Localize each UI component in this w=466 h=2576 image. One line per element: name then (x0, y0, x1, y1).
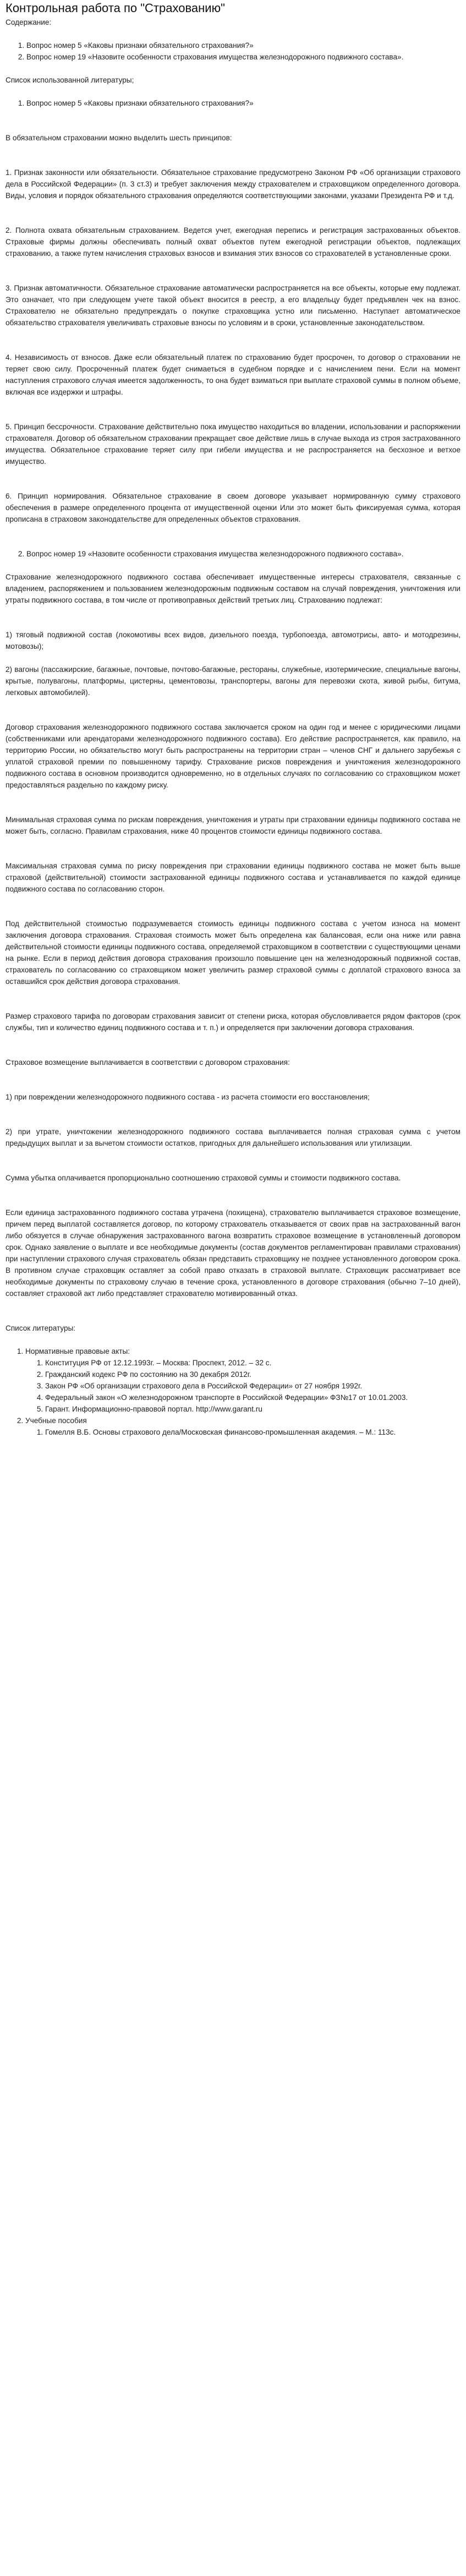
literature-item: 1. Конституция РФ от 12.12.1993г. – Москва: Проспект, 2012. – 32 с. (45, 1357, 460, 1369)
toc-item: 1. Вопрос номер 5 «Каковы признаки обязательного страхования?» (26, 40, 460, 51)
body-paragraph: 1) при повреждении железнодорожного подвижного состава - из расчета стоимости его восстановления; (6, 1093, 370, 1101)
toc-literature: Список использованной литературы; (6, 76, 134, 84)
literature-heading: Список литературы: (6, 1324, 76, 1332)
body-paragraph: Сумма убытка оплачивается пропорционально соотношению страховой суммы и стоимости подвижного состава. (6, 1174, 401, 1182)
question-2-heading-list (6, 548, 460, 560)
body-paragraph: Минимальная страховая сумма по рискам повреждения, уничтожения и утраты при страховании единицы подвижного состава не может быть, согласно. Правилам страхования, ниже 40 процентов стоимости единицы подвижного состава. (6, 816, 460, 835)
table-of-contents (6, 40, 460, 63)
literature-list (6, 1346, 460, 1438)
body-paragraph: Максимальная страховая сумма по риску повреждения при страховании единицы подвижного состава не может быть выше страховой (действительной) стоимости застрахованной единицы подвижного состава и устанавливается по каждой единице подвижного состава по согласованию сторон. (6, 862, 460, 893)
body-paragraph: Страховое возмещение выплачивается в соответствии с договором страхования: (6, 1058, 290, 1067)
question-2-intro: Страхование железнодорожного подвижного состава обеспечивает имущественные интересы страхователя, связанные с владением, распоряжением и пользованием железнодорожным подвижным составом на случай повреждения, уничтожения или утраты подвижного состава, в том числе от противоправных действий третьих лиц. Страхованию подлежат: (6, 573, 460, 604)
question-1-intro: В обязательном страховании можно выделить шесть принципов: (6, 134, 232, 142)
page-title: Контрольная работа по "Страхованию" (6, 1, 225, 15)
principle-paragraph: 6. Принцип нормирования. Обязательное страхование в своем договоре указывает нормированную сумму страхового обеспечения в размере определенного процента от имущественной оценки Или это может быть фиксируемая сумма, которая прописана в страховом законодательстве для определенных объектов страхования. (6, 492, 460, 523)
literature-group-label: Учебные пособия (25, 1416, 87, 1425)
body-paragraph: Если единица застрахованного подвижного состава утрачена (похищена), страхователю выплачивается страховое возмещение, причем перед выплатой составляется договор, по которому страхователь отказывается от своих прав на застрахованный вагон либо обязуется в случае обнаружения застрахованного вагона возвратить страховое возмещение в установленный договором срок. Однако заявление о выплате и все необходимые документы (состав документов регламентирован правилами страхования) при наступлении страхового случая страхователь обязан представить страховщику не позднее установленного договором срока. В противном случае страховщик оставляет за собой право отказать в страховой выплате. Страховщик рассматривает все необходимые документы по страховому случаю в течение срока, установленного в договоре страхования (обычно 7–10 дней), составляет страховой акт либо представляет страхователю мотивированный отказ. (6, 1208, 460, 1298)
literature-item: 5. Гарант. Информационно-правовой портал. http://www.garant.ru (45, 1403, 460, 1415)
body-paragraph: Договор страхования железнодорожного подвижного состава заключается сроком на один год и менее с юридическими лицами (собственниками или арендаторами железнодорожного подвижного состава). Его действие распространяется, как правило, на территорию России, но обязательство могут быть распространены на территории стран – членов СНГ и дальнего зарубежья с уплатой страховой премии по повышенному тарифу. Страхование рисков повреждения и уничтожения железнодорожного подвижного состава в основном производится одновременно, но в отдельных случаях по согласованию со страховщиком может предоставляться раздельно по каждому риску. (6, 723, 460, 789)
subject-item: 1) тяговый подвижной состав (локомотивы всех видов, дизельного поезда, турбопоезда, автомотрисы, авто- и мотодрезины, мотовозы); (6, 631, 460, 650)
literature-item: 4. Федеральный закон «О железнодорожном транспорте в Российской Федерации» ФЗ№17 от 10.01.2003. (45, 1392, 460, 1403)
subject-item: 2) вагоны (пассажирские, багажные, почтовые, почтово-багажные, рестораны, служебные, изотермические, специальные вагоны, крытые, полувагоны, платформы, цистерны, цементовозы, транспортеры, вагоны для перевозки скота, живой рыбы, битума, легковых автомобилей). (6, 665, 460, 697)
body-paragraph: Под действительной стоимостью подразумевается стоимость единицы подвижного состава с учетом износа на момент заключения договора страхования. Страховая стоимость может быть определена как балансовая, если она ниже или равна действительной стоимости единицы подвижного состава, определяемой страховщиком в соответствии с существующими ценами на рынке. Если в период действия договора страхования произошло повышение цен на железнодорожный подвижной состав, страхователь по согласованию со страховщиком может увеличить размер страховой суммы с доплатой страхового взноса за оставшийся срок действия договора страхования. (6, 920, 460, 986)
contents-label: Содержание: (6, 18, 52, 26)
literature-group (25, 1346, 460, 1415)
question-1-heading: 1. Вопрос номер 5 «Каковы признаки обязательного страхования?» (26, 97, 460, 109)
question-1-heading-list (6, 97, 460, 109)
literature-sublist (25, 1357, 460, 1415)
principle-paragraph: 1. Признак законности или обязательности. Обязательное страхование предусмотрено Законом РФ «Об организации страхового дела в Российской Федерации» (п. 3 ст.3) и требует заключения между страхователем и страховщиком определенного договора. Виды, условия и порядок обязательного страхования определяются соответствующими законами, указами Президента РФ и т.д. (6, 168, 460, 200)
literature-sublist (25, 1426, 460, 1438)
literature-item: 3. Закон РФ «Об организации страхового дела в Российской Федерации» от 27 ноября 1992г. (45, 1380, 460, 1392)
body-paragraph: Размер страхового тарифа по договорам страхования зависит от степени риска, которая обусловливается рядом факторов (срок службы, тип и количество единиц подвижного состава и т. п.) и определяется при заключении договора страхования. (6, 1012, 460, 1032)
principle-paragraph: 4. Независимость от взносов. Даже если обязательный платеж по страхованию будет просрочен, то договор о страховании не теряет свою силу. Просроченный платеж будет снимаеться в судебном порядке и с начислением пени. Если на момент наступления страхового случая имеется задолженность, то она будет взиматься при выплате страховой суммы в полном объеме, включая все издержки и штрафы. (6, 353, 460, 396)
principle-paragraph: 3. Признак автоматичности. Обязательное страхование автоматически распространяется на все объекты, которые ему подлежат. Это означает, что при следующем учете такой объект вносится в реестр, а его владельцу будет предъявлен чек на взнос. Страхователю не обязательно предупреждать о покупке страховщика устно или письменно. Наступает автоматическое обязательство страхователя увеличивать страховые взносы по условиям и в сроки, установленные законодательством. (6, 284, 460, 327)
literature-group-label: Нормативные правовые акты: (25, 1347, 130, 1355)
literature-item: 2. Гражданский кодекс РФ по состоянию на 30 декабря 2012г. (45, 1369, 460, 1380)
literature-item: 1. Гомелля В.Б. Основы страхового дела/Московская финансово-промышленная академия. – М.: 113с. (45, 1426, 460, 1438)
toc-item: 2. Вопрос номер 19 «Назовите особенности страхования имущества железнодорожного подвижного состава». (26, 51, 460, 63)
principle-paragraph: 2. Полнота охвата обязательным страхованием. Ведется учет, ежегодная перепись и регистрация застрахованных объектов. Страховые фирмы должны обеспечивать полный охват объектов путем ежегодной регистрации объектов, подлежащих страхованию, а также путем начисления страховых взносов и взимания этих взносов со страхователей в установленные сроки. (6, 226, 460, 258)
question-2-heading: 2. Вопрос номер 19 «Назовите особенности страхования имущества железнодорожного подвижного состава». (26, 548, 460, 560)
literature-group (25, 1415, 460, 1438)
body-paragraph: 2) при утрате, уничтожении железнодорожного подвижного состава выплачивается полная страховая сумма с учетом предыдущих выплат и за вычетом стоимости остатков, пригодных для дальнейшего использования или утилизации. (6, 1128, 460, 1147)
principle-paragraph: 5. Принцип бессрочности. Страхование действительно пока имущество находиться во владении, использовании и распоряжении страхователя. Договор об обязательном страховании прекращает свое действие лишь в случае выхода из строя застрахованного имущества. Обязательное страхование теряет силу при гибели имущества и не распространяется на бесхозное и ветхое имущество. (6, 423, 460, 466)
